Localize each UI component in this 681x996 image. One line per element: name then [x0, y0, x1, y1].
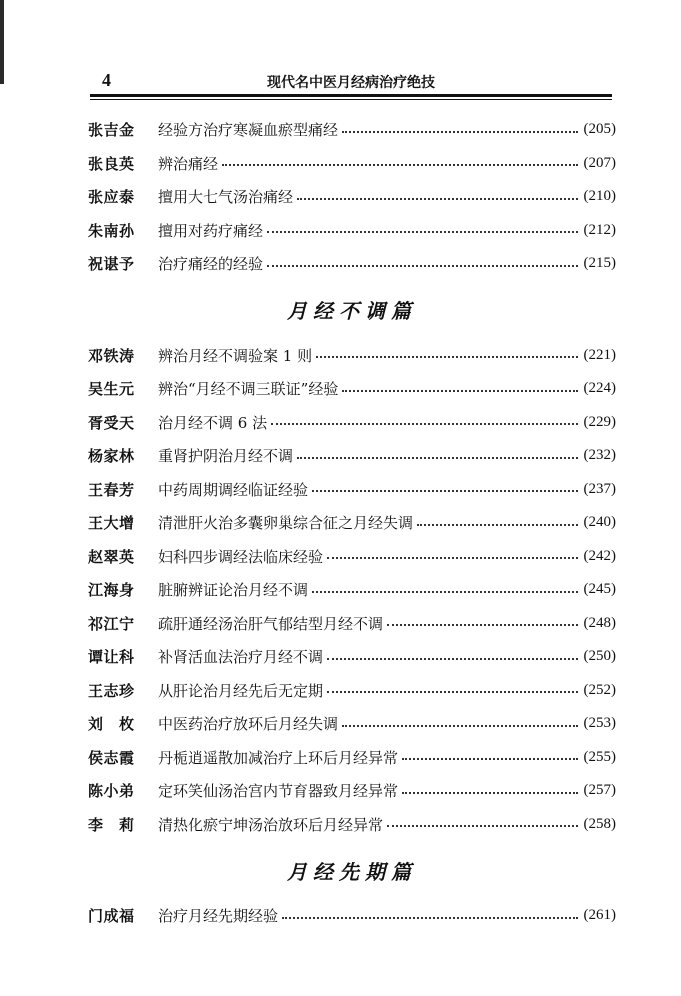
toc-entry[interactable] [88, 808, 616, 842]
entry-page-number: (229) [583, 413, 616, 430]
dot-leader [297, 457, 577, 459]
dot-leader [222, 164, 577, 166]
entry-author: 门成福 [88, 907, 135, 926]
entry-page-number: (205) [583, 121, 616, 138]
toc-entry[interactable] [88, 247, 616, 281]
entry-title: 辨治“月经不调三联证”经验 [158, 380, 339, 399]
dot-leader [312, 591, 577, 593]
toc-entry[interactable] [88, 113, 616, 147]
toc-entry[interactable] [88, 214, 616, 248]
dot-leader [312, 490, 577, 492]
dot-leader [327, 557, 577, 559]
entry-title: 辨治痛经 [158, 154, 219, 173]
entry-author: 祝谌予 [88, 255, 135, 274]
dot-leader [327, 691, 577, 693]
entry-author: 王志珍 [88, 681, 135, 700]
entry-title: 丹栀逍遥散加减治疗上环后月经异常 [158, 748, 399, 767]
dot-leader [282, 917, 577, 919]
header-rule-thick [90, 94, 612, 97]
toc-entry[interactable] [88, 473, 616, 507]
toc-entry[interactable] [88, 372, 616, 406]
entry-page-number: (221) [583, 346, 616, 363]
entry-author: 吴生元 [88, 380, 135, 399]
dot-leader [417, 524, 577, 526]
dot-leader [402, 758, 577, 760]
entry-page-number: (261) [583, 907, 616, 924]
entry-page-number: (224) [583, 380, 616, 397]
dot-leader [402, 792, 577, 794]
entry-author: 朱南孙 [88, 221, 135, 240]
toc-entry[interactable] [88, 741, 616, 775]
entry-title: 清泄肝火治多囊卵巢综合征之月经失调 [158, 514, 414, 533]
book-title: 现代名中医月经病治疗绝技 [267, 75, 435, 91]
toc-entry[interactable] [88, 439, 616, 473]
dot-leader [342, 725, 577, 727]
entry-title: 经验方治疗寒凝血瘀型痛经 [158, 121, 339, 140]
dot-leader [387, 825, 577, 827]
entry-title: 辨治月经不调验案 1 则 [158, 346, 313, 365]
entry-page-number: (232) [583, 447, 616, 464]
entry-author: 李 莉 [88, 815, 135, 834]
toc-entry[interactable] [88, 406, 616, 440]
dot-leader [267, 265, 577, 267]
toc-entry[interactable] [88, 147, 616, 181]
entry-author: 胥受天 [88, 413, 135, 432]
entry-title: 妇科四步调经法临床经验 [158, 547, 324, 566]
entry-author: 刘 枚 [88, 715, 135, 734]
entry-page-number: (245) [583, 581, 616, 598]
dot-leader [267, 231, 577, 233]
entry-author: 张良英 [88, 154, 135, 173]
page-edge-shadow [0, 0, 4, 84]
entry-title: 定环笑仙汤治宫内节育器致月经异常 [158, 782, 399, 801]
entry-page-number: (237) [583, 480, 616, 497]
entry-title: 擅用对药疗痛经 [158, 221, 264, 240]
entry-page-number: (210) [583, 188, 616, 205]
entry-page-number: (240) [583, 514, 616, 531]
entry-page-number: (242) [583, 547, 616, 564]
dot-leader [316, 356, 577, 358]
toc-entry[interactable] [88, 339, 616, 373]
entry-page-number: (250) [583, 648, 616, 665]
toc-entry[interactable] [88, 540, 616, 574]
entry-page-number: (258) [583, 815, 616, 832]
entry-title: 治月经不调 6 法 [158, 413, 268, 432]
entry-author: 侯志霞 [88, 748, 135, 767]
entry-title: 擅用大七气汤治痛经 [158, 188, 294, 207]
toc-entry[interactable] [88, 180, 616, 214]
section-heading: 月经先期篇 [287, 859, 417, 884]
entry-author: 江海身 [88, 581, 135, 600]
header-rule-thin [90, 99, 612, 100]
toc-entry[interactable] [88, 674, 616, 708]
entry-title: 治疗痛经的经验 [158, 255, 264, 274]
toc-entry[interactable] [88, 640, 616, 674]
dot-leader [342, 131, 577, 133]
entry-title: 清热化瘀宁坤汤治放环后月经异常 [158, 815, 384, 834]
entry-author: 张吉金 [88, 121, 135, 140]
entry-title: 中药周期调经临证经验 [158, 480, 309, 499]
entry-title: 脏腑辨证论治月经不调 [158, 581, 309, 600]
entry-page-number: (248) [583, 614, 616, 631]
page-number: 4 [102, 70, 111, 90]
entry-title: 中医药治疗放环后月经失调 [158, 715, 339, 734]
entry-page-number: (255) [583, 748, 616, 765]
entry-page-number: (253) [583, 715, 616, 732]
entry-author: 王春芳 [88, 480, 135, 499]
entry-author: 邓铁涛 [88, 346, 135, 365]
entry-page-number: (257) [583, 782, 616, 799]
dot-leader [327, 658, 577, 660]
table-of-contents [88, 113, 616, 933]
entry-author: 谭让科 [88, 648, 135, 667]
running-header [90, 72, 612, 92]
toc-entry[interactable] [88, 774, 616, 808]
toc-entry[interactable] [88, 506, 616, 540]
entry-page-number: (212) [583, 221, 616, 238]
entry-author: 张应泰 [88, 188, 135, 207]
entry-author: 王大增 [88, 514, 135, 533]
entry-author: 祁江宁 [88, 614, 135, 633]
entry-page-number: (215) [583, 255, 616, 272]
section-heading: 月经不调篇 [287, 299, 417, 323]
entry-page-number: (252) [583, 681, 616, 698]
entry-author: 赵翠英 [88, 547, 135, 566]
toc-entry[interactable] [88, 899, 616, 933]
entry-author: 杨家林 [88, 447, 135, 466]
entry-title: 补肾活血法治疗月经不调 [158, 648, 324, 667]
entry-author: 陈小弟 [88, 782, 135, 801]
entry-title: 疏肝通经汤治肝气郁结型月经不调 [158, 614, 384, 633]
entry-title: 从肝论治月经先后无定期 [158, 681, 324, 700]
dot-leader [297, 198, 577, 200]
dot-leader [342, 390, 577, 392]
dot-leader [387, 624, 577, 626]
entry-title: 重肾护阴治月经不调 [158, 447, 294, 466]
toc-entry[interactable] [88, 707, 616, 741]
entry-title: 治疗月经先期经验 [158, 907, 279, 926]
dot-leader [271, 423, 577, 425]
toc-entry[interactable] [88, 607, 616, 641]
entry-page-number: (207) [583, 154, 616, 171]
toc-entry[interactable] [88, 573, 616, 607]
